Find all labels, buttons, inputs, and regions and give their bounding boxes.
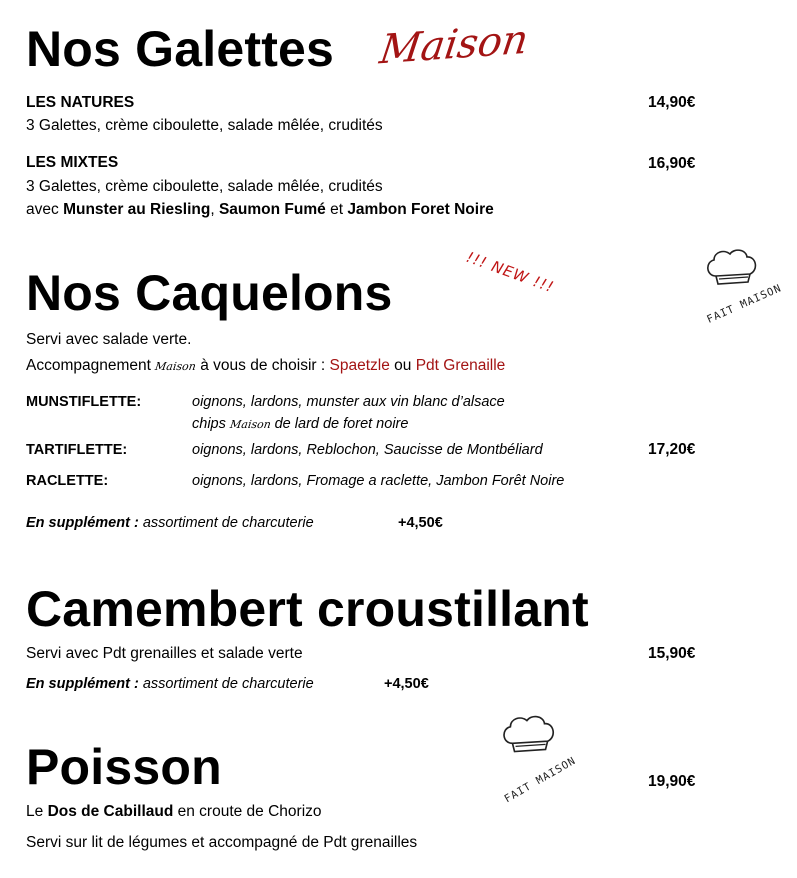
fait-maison-badge: [698, 246, 790, 326]
maison-script-text: Maison: [229, 418, 272, 431]
raclette-desc: oignons, lardons, Fromage a raclette, Jambon Forêt Noire: [192, 473, 565, 489]
poisson-desc-1: [26, 803, 322, 821]
tartiflette-name: TARTIFLETTE:: [26, 442, 128, 458]
poisson-title: Poisson: [26, 739, 222, 795]
munstiflette-chips: [192, 416, 408, 433]
supplement-label: En supplément :: [26, 515, 139, 531]
fait-maison-badge-text: FAIT MAISON: [502, 754, 579, 806]
galettes-title: [26, 21, 335, 77]
separator: et: [325, 201, 348, 218]
mixtes-options: [26, 201, 494, 219]
raclette-name: RACLETTE:: [26, 473, 109, 489]
poisson-suffix: en croute de Chorizo: [173, 803, 322, 820]
accomp-prefix: Accompagnement: [26, 357, 156, 374]
camembert-title: Camembert croustillant: [26, 581, 589, 637]
camembert-served: Servi avec Pdt grenailles et salade verte: [26, 645, 303, 662]
dos-de-cabillaud: Dos de Cabillaud: [47, 803, 174, 820]
tartiflette-desc: oignons, lardons, Reblochon, Saucisse de Montbéliard: [192, 442, 543, 458]
supplement-text: assortiment de charcuterie: [138, 515, 314, 531]
chef-hat-icon: [702, 246, 762, 288]
caquelons-accompagnement: [26, 357, 505, 375]
maison-script-text: Maison: [154, 360, 197, 373]
maison-script-text: Maison: [376, 16, 532, 74]
chips-suffix: de lard de foret noire: [270, 416, 409, 432]
chef-hat-icon: [498, 712, 560, 756]
camembert-supplement: [26, 676, 314, 693]
poisson-price: 19,90€: [648, 773, 696, 790]
accomp-suffix: à vous de choisir :: [195, 357, 330, 374]
fait-maison-badge: [496, 712, 596, 806]
munstiflette-desc: oignons, lardons, munster aux vin blanc d’alsace: [192, 394, 505, 410]
caquelons-supplement: [26, 515, 314, 532]
caquelons-supplement-price: +4,50€: [398, 515, 443, 531]
option-spaetzle: Spaetzle: [329, 357, 390, 374]
separator: ou: [389, 357, 416, 374]
poisson-prefix: Le: [26, 803, 48, 820]
supplement-text: assortiment de charcuterie: [138, 676, 314, 692]
caquelons-served: Servi avec salade verte.: [26, 331, 192, 348]
galettes-title-text: Nos Galettes: [26, 21, 335, 77]
caquelons-price: 17,20€: [648, 441, 696, 458]
mixtes-options-prefix: avec: [26, 201, 64, 218]
galettes-title-script: [377, 17, 531, 74]
separator: ,: [210, 201, 219, 218]
option-jambon: Jambon Foret Noire: [347, 201, 494, 218]
mixtes-price: 16,90€: [648, 155, 696, 172]
natures-desc: 3 Galettes, crème ciboulette, salade mêlée, crudités: [26, 117, 383, 134]
natures-price: 14,90€: [648, 94, 696, 111]
mixtes-desc: 3 Galettes, crème ciboulette, salade mêlée, crudités: [26, 178, 383, 195]
poisson-desc-2: Servi sur lit de légumes et accompagné de Pdt grenailles: [26, 834, 418, 851]
camembert-supplement-price: +4,50€: [384, 676, 429, 692]
mixtes-name: LES MIXTES: [26, 154, 119, 171]
camembert-price: 15,90€: [648, 645, 696, 662]
chips-prefix: chips: [192, 416, 230, 432]
munstiflette-name: MUNSTIFLETTE:: [26, 394, 142, 410]
caquelons-title: Nos Caquelons: [26, 265, 393, 321]
new-label: !!! NEW !!!: [463, 248, 557, 297]
natures-name: LES NATURES: [26, 94, 135, 111]
option-saumon: Saumon Fumé: [218, 201, 326, 218]
option-pdt-grenaille: Pdt Grenaille: [415, 357, 506, 374]
fait-maison-badge-text: FAIT MAISON: [705, 282, 784, 326]
option-munster: Munster au Riesling: [63, 201, 211, 218]
supplement-label: En supplément :: [26, 676, 139, 692]
